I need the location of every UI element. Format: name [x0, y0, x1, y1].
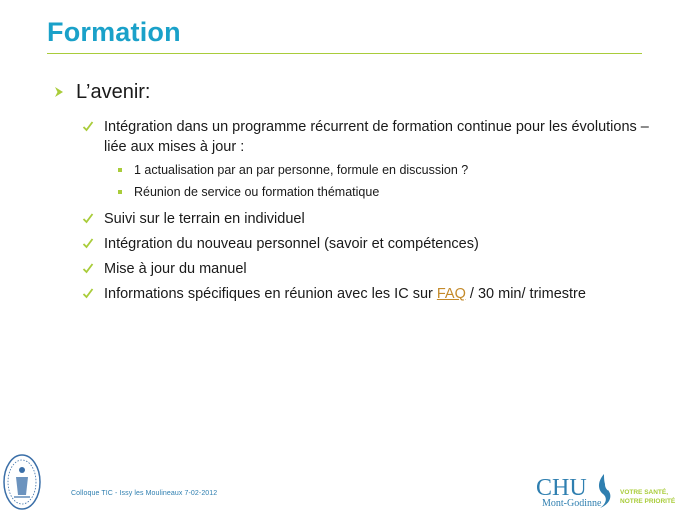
seal-icon — [2, 453, 42, 511]
chu-mont-godinne-logo — [534, 470, 684, 514]
square-bullet-icon — [118, 190, 122, 194]
logo-tagline-2: NOTRE PRIORITÉ — [620, 498, 676, 505]
sub-list-item — [50, 184, 650, 201]
sub-item-text: Réunion de service ou formation thématique — [134, 185, 380, 199]
list-item — [50, 209, 650, 229]
item-text: Mise à jour du manuel — [104, 261, 247, 277]
sub-list-item — [50, 162, 650, 179]
title-divider — [47, 53, 642, 54]
list-item — [50, 259, 650, 279]
list-item — [50, 234, 650, 254]
item-text: Intégration dans un programme récurrent de formation continue pour les évolutions – liée aux mises à jour : — [104, 119, 649, 155]
item-text-before: Informations spécifiques en réunion avec les IC sur — [104, 286, 437, 302]
checkmark-icon — [82, 117, 94, 135]
square-bullet-icon — [118, 168, 122, 172]
slide-title: Formation — [47, 17, 181, 47]
list-item — [50, 284, 650, 304]
slide-content — [50, 78, 650, 304]
logo-tagline-1: VOTRE SANTÉ, — [620, 489, 669, 496]
item-text-after: / 30 min/ trimestre — [465, 286, 586, 302]
item-text: Suivi sur le terrain en individuel — [104, 211, 305, 227]
checkmark-icon — [82, 284, 94, 302]
checkmark-icon — [82, 259, 94, 277]
heading-text: L’avenir: — [76, 81, 151, 103]
logo-place: Mont-Godinne — [542, 498, 602, 509]
logo-name: CHU — [536, 475, 587, 501]
faq-link[interactable]: FAQ — [436, 286, 466, 302]
checkmark-icon — [82, 234, 94, 252]
list-item — [50, 117, 650, 157]
sub-item-text: 1 actualisation par an par personne, formule en discussion ? — [134, 163, 469, 177]
footer-event: Colloque TIC - Issy les Moulineaux 7-02-2012 — [71, 490, 218, 497]
item-text: Intégration du nouveau personnel (savoir et compétences) — [104, 236, 479, 252]
checkmark-icon — [82, 209, 94, 227]
arrow-right-icon — [52, 79, 66, 105]
bullet-heading — [50, 78, 650, 106]
